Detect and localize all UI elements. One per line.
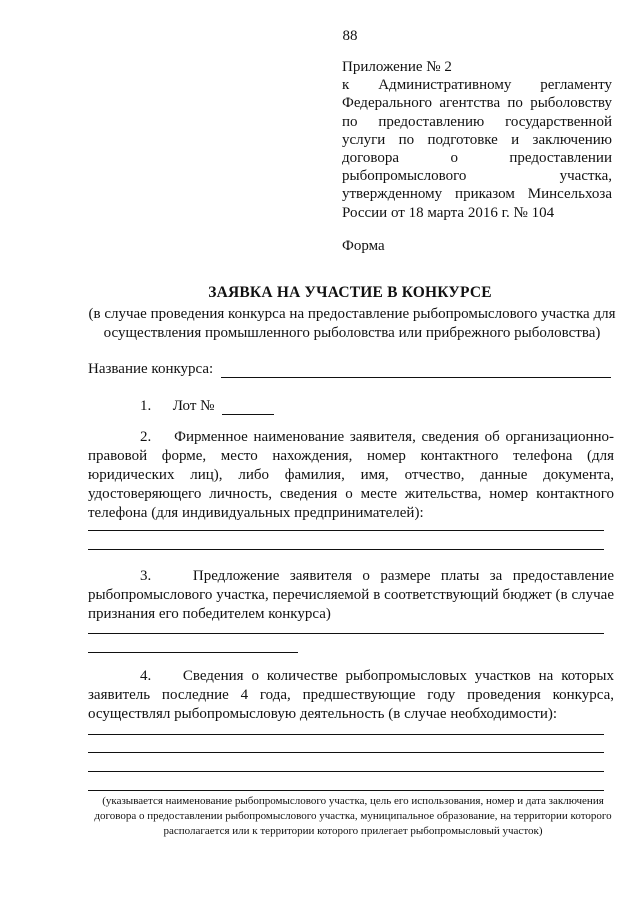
appendix-line: Приложение № 2 [342,59,452,75]
footnote-separator [88,790,604,791]
section-number: 4. [140,668,152,684]
document-title: ЗАЯВКА НА УЧАСТИЕ В КОНКУРСЕ [208,284,492,301]
section-2-fill-line[interactable] [88,530,604,531]
section-4 [88,667,614,724]
section-number: 3. [140,568,152,584]
appendix-line: договора о предоставлении [342,149,612,166]
lot-label: Лот № [172,398,215,414]
appendix-line: России от 18 марта 2016 г. № 104 [342,204,555,221]
section-4-fill-line[interactable] [88,771,604,772]
appendix-line: Федерального агентства по рыболовству [342,95,612,112]
section-4-fill-line[interactable] [88,752,604,753]
page-number: 88 [342,28,358,44]
section-text: Сведения о количестве рыбопромысловых участков на которых заявитель последние 4 года, предшествующие году проведения конкурса, осуществлял рыбопромысловую деятельность (в случае необходимости): [88,668,614,722]
section-3 [88,567,614,624]
section-3-fill-line[interactable] [88,633,604,634]
appendix-line: по предоставлению государственной [342,113,612,130]
contest-name-row [88,361,618,378]
section-text: Предложение заявителя о размере платы за предоставление рыбопромыслового участка, перечисляемой в соответствующий бюджет (в случае признания его победителем конкурса) [88,568,614,622]
section-2 [88,428,614,523]
section-4-fill-line[interactable] [88,734,604,735]
form-label: Форма [342,238,385,254]
appendix-line: к Административному регламенту [342,77,612,94]
footnote: (указывается наименование рыбопромыслового участка, цель его использования, номер и дата заключения договора о предоставлении рыбопромыслового участка, муниципальное образование, на территории которого располагается или к территории которого прилегает рыбопромысловый участок) [94,795,612,837]
lot-row [140,398,274,415]
lot-number-field[interactable] [222,400,274,415]
contest-name-label: Название конкурса: [88,361,214,377]
appendix-line: рыбопромыслового участка, [342,168,612,185]
section-2-fill-line[interactable] [88,549,604,550]
appendix-header [342,58,612,222]
lot-number: 1. [140,398,152,414]
document-subtitle: (в случае проведения конкурса на предоставление рыбопромыслового участка для осуществления промышленного рыболовства или прибрежного рыболовства) [88,306,616,341]
appendix-line: услуги по подготовке и заключению [342,131,612,148]
appendix-line: утвержденному приказом Минсельхоза [342,186,612,203]
section-3-fill-line[interactable] [88,652,298,653]
contest-name-field[interactable] [221,363,611,378]
section-text: Фирменное наименование заявителя, сведения об организационно-правовой форме, место нахождения, номер контактного телефона (для юридических лиц), либо фамилия, имя, отчество, данные документа, удостоверяющего личность, сведения о месте жительства, номер контактного телефона (для индивидуальных предпринимателей): [88,429,614,521]
section-number: 2. [140,429,152,445]
